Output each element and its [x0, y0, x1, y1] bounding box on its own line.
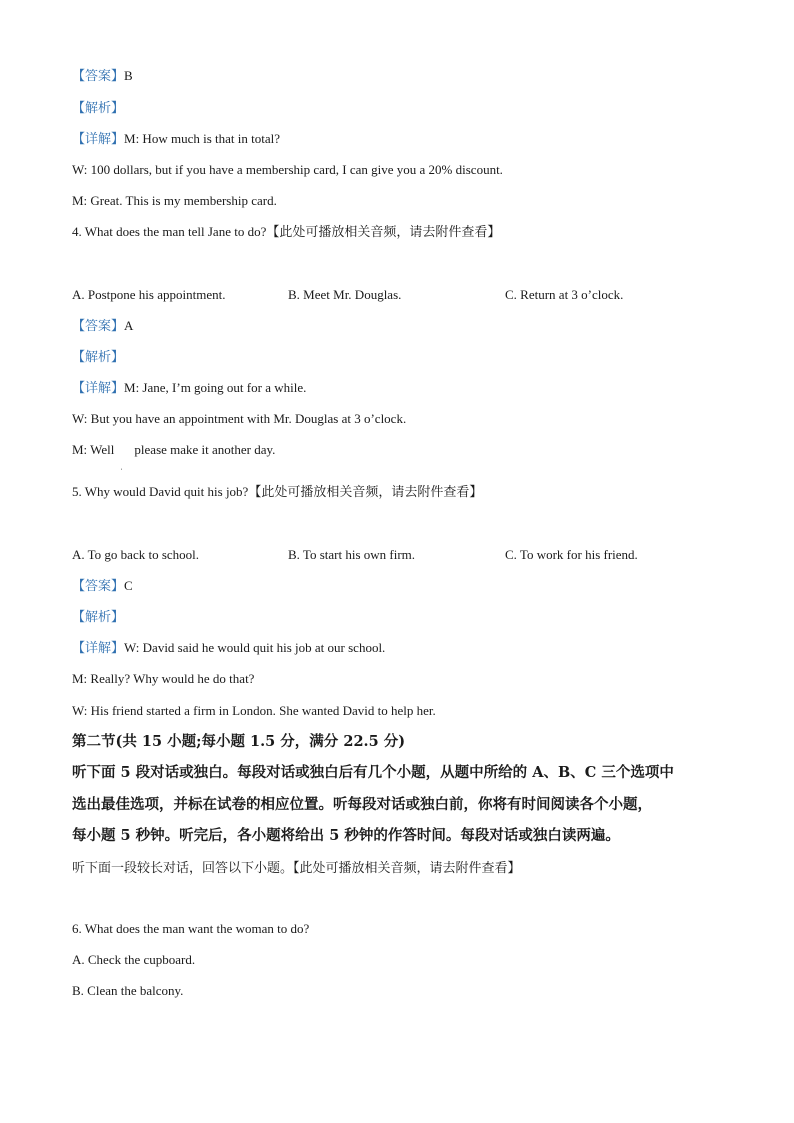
- q4-detail-line-2: W: But you have an appointment with Mr. Douglas at 3 o’clock.: [72, 411, 407, 426]
- q5-detail-line-2: M: Really? Why would he do that?: [72, 671, 255, 686]
- q3-detail-line-3: M: Great. This is my membership card.: [72, 193, 277, 208]
- q5-answer-line: 【答案】C: [72, 578, 133, 593]
- section2-instruction-1: 听下面 5 段对话或独白。每段对话或独白后有几个小题，从题中所给的 A、B、C 三个选项中: [72, 764, 674, 781]
- section2-instruction-2: 选出最佳选项，并标在试卷的相应位置。听每段对话或独白前，你将有时间阅读各个小题，: [72, 796, 652, 813]
- section2-instruction-3: 每小题 5 秒钟。听完后，各小题将给出 5 秒钟的作答时间。每段对话或独白读两遍。: [72, 827, 620, 844]
- q3-analysis-tag: 【解析】: [72, 100, 125, 115]
- q4-detail-line-3: M: Well please make it another day.: [72, 442, 276, 457]
- q5-question: 5. Why would David quit his job?【此处可播放相关音频，请去附件查看】: [72, 484, 483, 499]
- q3-detail-line-1: 【详解】M: How much is that in total?: [72, 131, 280, 146]
- q5-option-c: C. To work for his friend.: [505, 547, 638, 562]
- q5-analysis-tag: 【解析】: [72, 609, 125, 624]
- q3-answer: B: [124, 68, 133, 83]
- q5-detail-line-1: 【详解】W: David said he would quit his job at our school.: [72, 640, 386, 655]
- q3-detail-line-2: W: 100 dollars, but if you have a membership card, I can give you a 20% discount.: [72, 162, 503, 177]
- q4-answer-line: 【答案】A: [72, 318, 134, 333]
- answer-tag: 【答案】: [72, 68, 125, 83]
- q5-option-b: B. To start his own firm.: [288, 547, 416, 562]
- q6-question: 6. What does the man want the woman to do?: [72, 921, 310, 936]
- q6-option-a: A. Check the cupboard.: [72, 952, 196, 967]
- q4-option-a: A. Postpone his appointment.: [72, 287, 226, 302]
- q5-detail-line-3: W: His friend started a firm in London. She wanted David to help her.: [72, 703, 436, 718]
- q4-question: 4. What does the man tell Jane to do?【此处可播放相关音频，请去附件查看】: [72, 224, 501, 239]
- stray-mark: ˌ: [120, 460, 123, 470]
- detail-tag: 【详解】: [72, 131, 125, 146]
- q4-detail-line-1: 【详解】M: Jane, I’m going out for a while.: [72, 380, 307, 395]
- q5-option-a: A. To go back to school.: [72, 547, 200, 562]
- section2-prompt: 听下面一段较长对话，回答以下小题。【此处可播放相关音频，请去附件查看】: [72, 860, 521, 875]
- section2-heading: 第二节(共 15 小题;每小题 1.5 分，满分 22.5 分): [72, 733, 406, 750]
- q4-option-c: C. Return at 3 o’clock.: [505, 287, 624, 302]
- q3-answer-line: [72, 67, 133, 85]
- q6-option-b: B. Clean the balcony.: [72, 983, 184, 998]
- q4-answer: A: [124, 318, 134, 333]
- q4-option-b: B. Meet Mr. Douglas.: [288, 287, 402, 302]
- q4-analysis-tag: 【解析】: [72, 349, 125, 364]
- q5-answer: C: [124, 578, 133, 593]
